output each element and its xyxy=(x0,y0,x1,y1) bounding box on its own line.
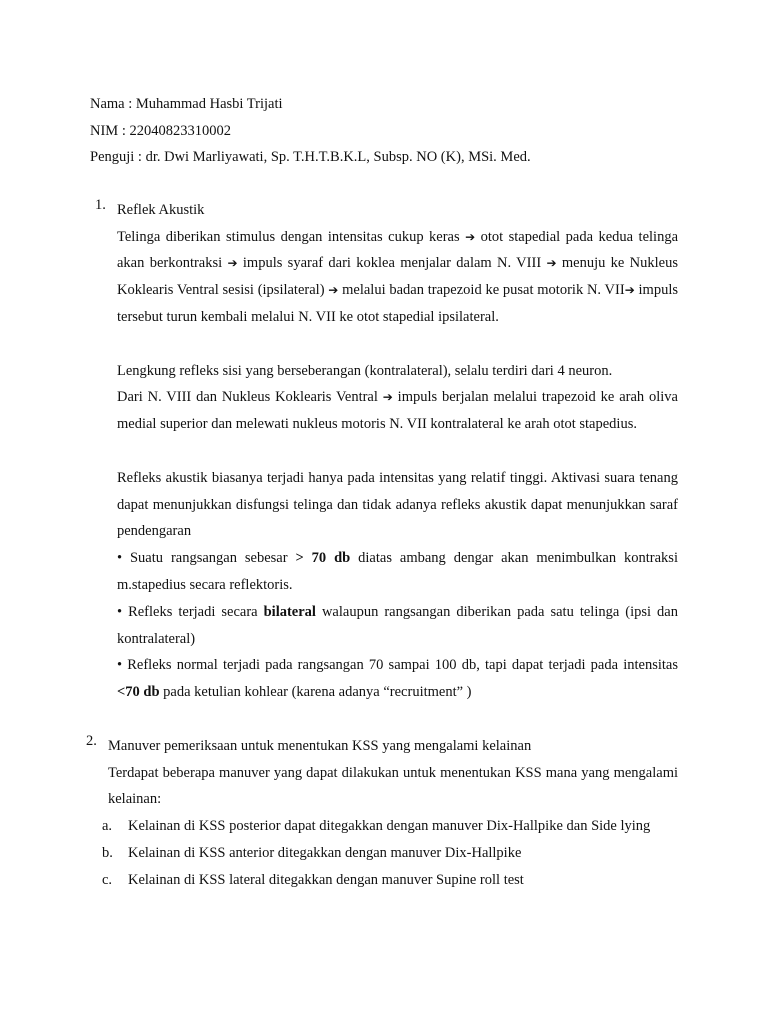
list-item-1 xyxy=(90,197,678,706)
paragraph: Lengkung refleks sisi yang berseberangan (kontralateral), selalu terdiri dari 4 neuron. xyxy=(117,362,613,379)
sub-letter: b. xyxy=(102,844,113,861)
sub-item-a: a. Kelainan di KSS posterior dapat ditegakkan dengan manuver Dix-Hallpike dan Side lying xyxy=(128,813,678,840)
section-title: Reflek Akustik xyxy=(117,201,205,218)
list-number: 1. xyxy=(95,196,106,213)
arrow-icon: ➔ xyxy=(624,283,635,298)
paragraph: Terdapat beberapa manuver yang dapat dilakukan untuk menentukan KSS mana yang mengalami kelainan: xyxy=(108,764,678,808)
student-nim: NIM : 22040823310002 xyxy=(90,122,231,139)
sub-letter: c. xyxy=(102,871,113,888)
arrow-icon: ➔ xyxy=(382,390,393,405)
bullet-item: • Refleks normal terjadi pada rangsangan 70 sampai 100 db, tapi dapat terjadi pada intensitas <70 db pada ketulian kohlear (karena adanya “recruitment” ) xyxy=(117,657,678,701)
bullet-item: • Refleks terjadi secara bilateral walaupun rangsangan diberikan pada satu telinga (ipsi dan kontralateral) xyxy=(117,603,678,647)
arrow-icon: ➔ xyxy=(227,256,238,271)
student-name: Nama : Muhammad Hasbi Trijati xyxy=(90,96,283,112)
sub-list xyxy=(102,813,678,893)
list-number: 2. xyxy=(86,732,97,749)
arrow-icon: ➔ xyxy=(328,283,339,298)
sub-item-c: c. Kelainan di KSS lateral ditegakkan dengan manuver Supine roll test xyxy=(128,867,678,894)
list-item-2 xyxy=(86,732,678,894)
numbered-list xyxy=(86,196,679,894)
paragraph: Refleks akustik biasanya terjadi hanya pada intensitas yang relatif tinggi. Aktivasi suara tenang dapat menunjukkan disfungsi telinga dan tidak adanya refleks akustik dapat menunjukkan saraf pendengaran xyxy=(117,469,678,540)
section-title: Manuver pemeriksaan untuk menentukan KSS yang mengalami kelainan xyxy=(108,737,532,754)
paragraph: Dari N. VIII dan Nukleus Koklearis Ventral ➔ impuls berjalan melalui trapezoid ke arah oliva medial superior dan melewati nukleus motoris N. VII kontralateral ke arah otot stapedius. xyxy=(117,389,678,433)
header-block xyxy=(90,91,678,171)
sub-letter: a. xyxy=(102,818,113,835)
sub-item-b: b. Kelainan di KSS anterior ditegakkan dengan manuver Dix-Hallpike xyxy=(128,840,678,867)
examiner: Penguji : dr. Dwi Marliyawati, Sp. T.H.T.B.K.L, Subsp. NO (K), MSi. Med. xyxy=(90,149,531,166)
arrow-icon: ➔ xyxy=(546,256,557,271)
paragraph: Telinga diberikan stimulus dengan intensitas cukup keras ➔ otot stapedial pada kedua telinga akan berkontraksi ➔ impuls syaraf dari koklea menjalar dalam N. VIII ➔ menuju ke Nukleus Koklearis Ventral sesisi (ipsilateral) ➔ melalui badan trapezoid ke pusat motorik N. VII➔ impuls tersebut turun kembali melalui N. VII ke otot stapedial ipsilateral. xyxy=(117,228,679,325)
arrow-icon: ➔ xyxy=(465,229,476,244)
bullet-item: • Suatu rangsangan sebesar > 70 db diatas ambang dengar akan menimbulkan kontraksi m.stapedius secara reflektoris. xyxy=(117,550,678,593)
